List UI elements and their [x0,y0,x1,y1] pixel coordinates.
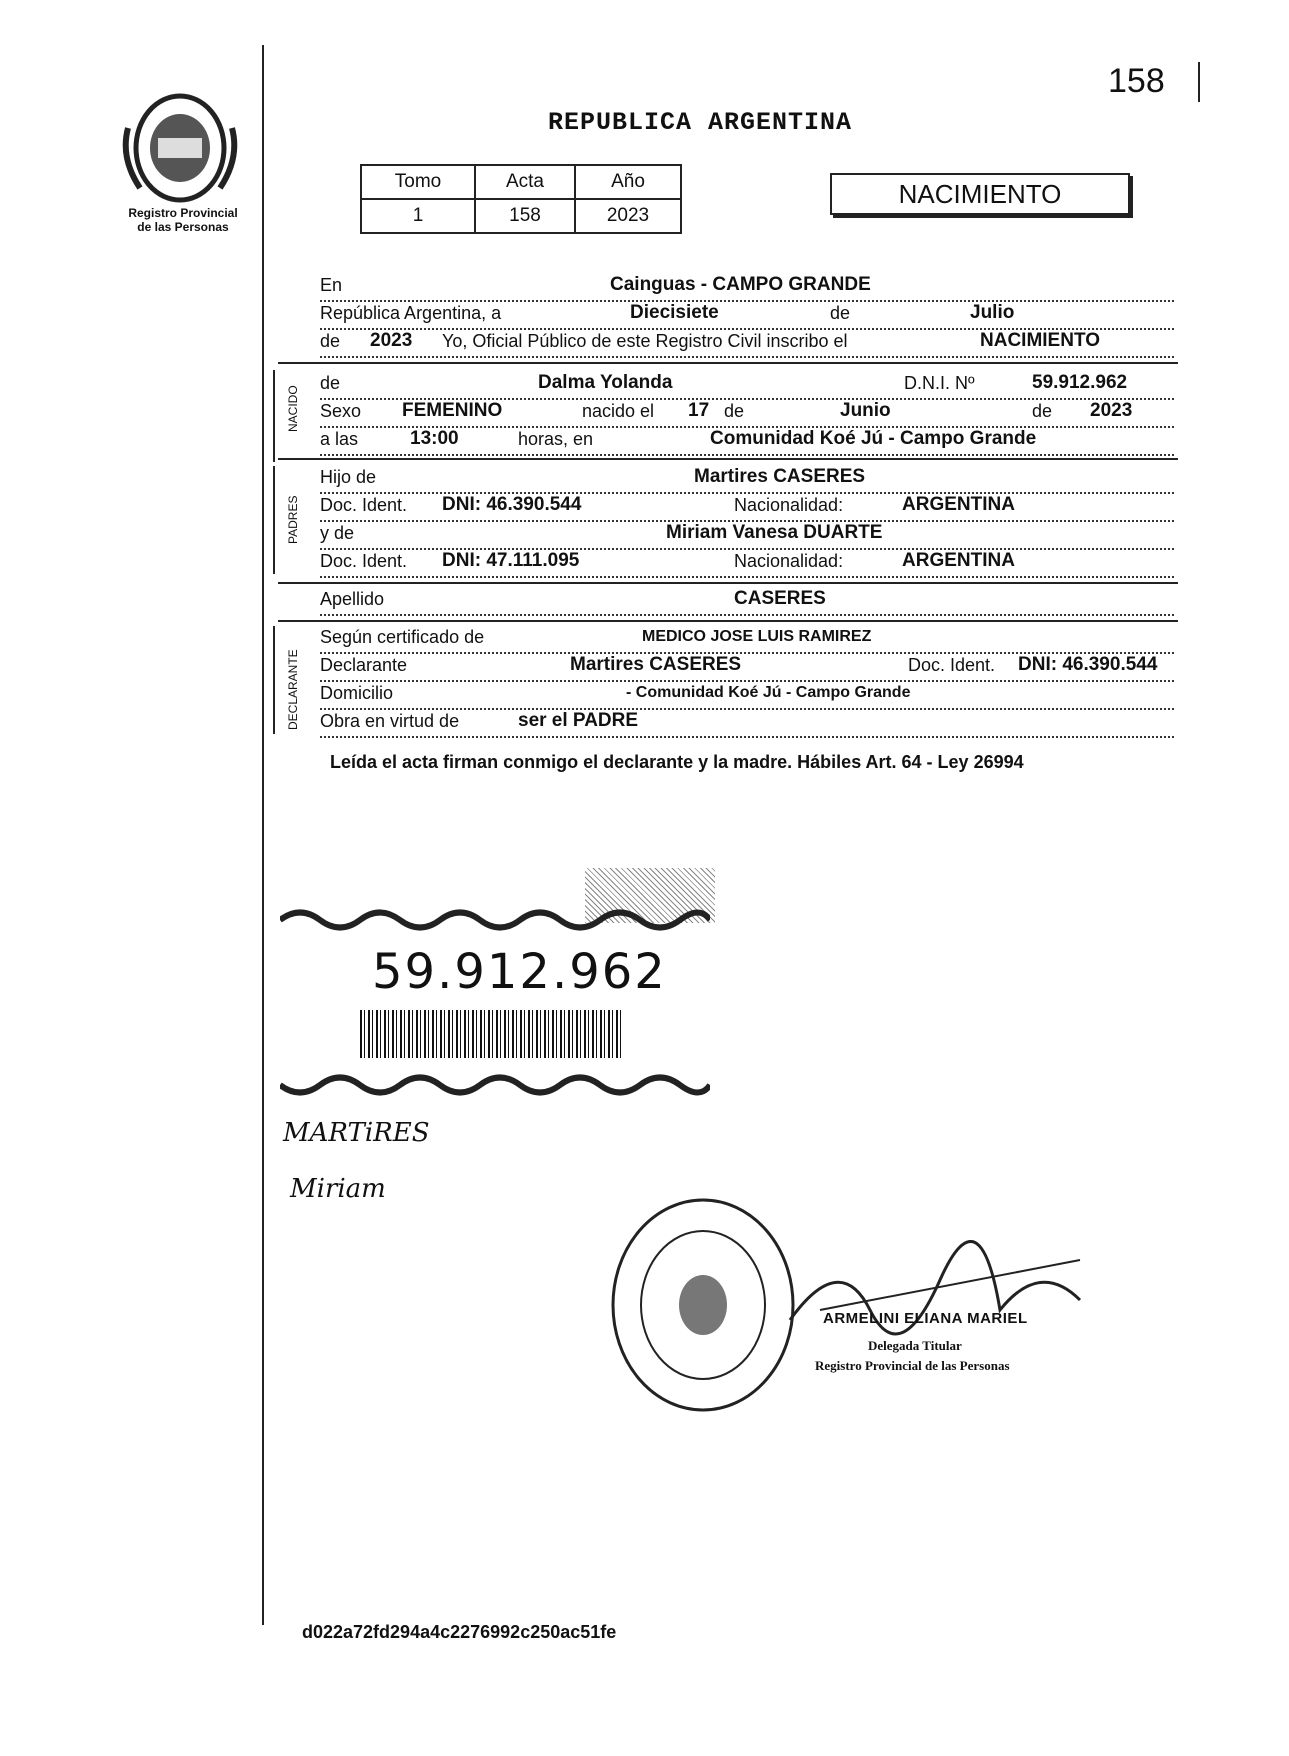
line-republica: República Argentina, a Diecisiete de Julio [320,302,1174,330]
barcode [360,1010,622,1058]
official-seal-icon [608,1195,798,1415]
line-en: En Cainguas - CAMPO GRANDE [320,274,1174,302]
header-tomo: Tomo [361,165,475,199]
line-year: de 2023 Yo, Oficial Público de este Registro Civil inscribo el NACIMIENTO [320,330,1174,358]
country-heading: REPUBLICA ARGENTINA [548,108,853,137]
section-divider [278,620,1178,622]
line-nacido-name: de Dalma Yolanda D.N.I. Nº 59.912.962 [320,372,1174,400]
misiones-emblem-icon [120,88,240,208]
line-domicilio: Domicilio - Comunidad Koé Jú - Campo Grande [320,682,1174,710]
declarante-section-bar [273,626,275,734]
logo-caption: Registro Provincial de las Personas [128,206,238,234]
value-ano: 2023 [575,199,681,233]
dni-sticker-number: 59.912.962 [372,944,667,1000]
line-nacido-sexo: Sexo FEMENINO nacido el 17 de Junio de 2023 [320,400,1174,428]
wavy-security-pattern [280,905,710,935]
section-divider [278,582,1178,584]
document-hash: d022a72fd294a4c2276992c250ac51fe [302,1622,617,1642]
official-signature-scribble [780,1240,1100,1350]
official-organization: Registro Provincial de las Personas [815,1358,1010,1373]
line-certificado: Según certificado de MEDICO JOSE LUIS RAMIREZ [320,626,1174,654]
line-apellido: Apellido CASERES [320,588,1174,616]
header-acta: Acta [475,165,575,199]
official-name: ARMELINI ELIANA MARIEL [823,1310,1028,1327]
line-padre: Hijo de Martires CASERES [320,466,1174,494]
line-obra: Obra en virtud de ser el PADRE [320,710,1174,738]
value-tomo: 1 [361,199,475,233]
page-number: 158 [1108,62,1165,100]
declarante-section-label: DECLARANTE [286,649,300,730]
section-divider [278,362,1178,364]
registry-table [360,164,682,234]
line-padre-doc: Doc. Ident. DNI: 46.390.544 Nacionalidad: ARGENTINA [320,494,1174,522]
line-nacido-hora: a las 13:00 horas, en Comunidad Koé Jú - Campo Grande [320,428,1174,456]
document-type-box: NACIMIENTO [830,173,1130,215]
value-acta: 158 [475,199,575,233]
header-ano: Año [575,165,681,199]
official-role: Delegada Titular [868,1338,962,1353]
left-margin-line [262,45,264,1625]
right-margin-tick [1198,62,1200,102]
closing-statement: Leída el acta firman conmigo el declarante y la madre. Hábiles Art. 64 - Ley 26994 [330,752,1024,772]
line-declarante: Declarante Martires CASERES Doc. Ident. DNI: 46.390.544 [320,654,1174,682]
nacido-section-label: NACIDO [286,385,300,432]
wavy-security-pattern [280,1070,710,1100]
section-divider [278,458,1178,460]
line-madre-doc: Doc. Ident. DNI: 47.111.095 Nacionalidad: ARGENTINA [320,550,1174,578]
line-madre: y de Miriam Vanesa DUARTE [320,522,1174,550]
padres-section-label: PADRES [286,495,300,544]
father-signature: MARTiRES [283,1118,430,1148]
padres-section-bar [273,466,275,574]
mother-signature: Miriam [290,1174,386,1204]
nacido-section-bar [273,370,275,462]
